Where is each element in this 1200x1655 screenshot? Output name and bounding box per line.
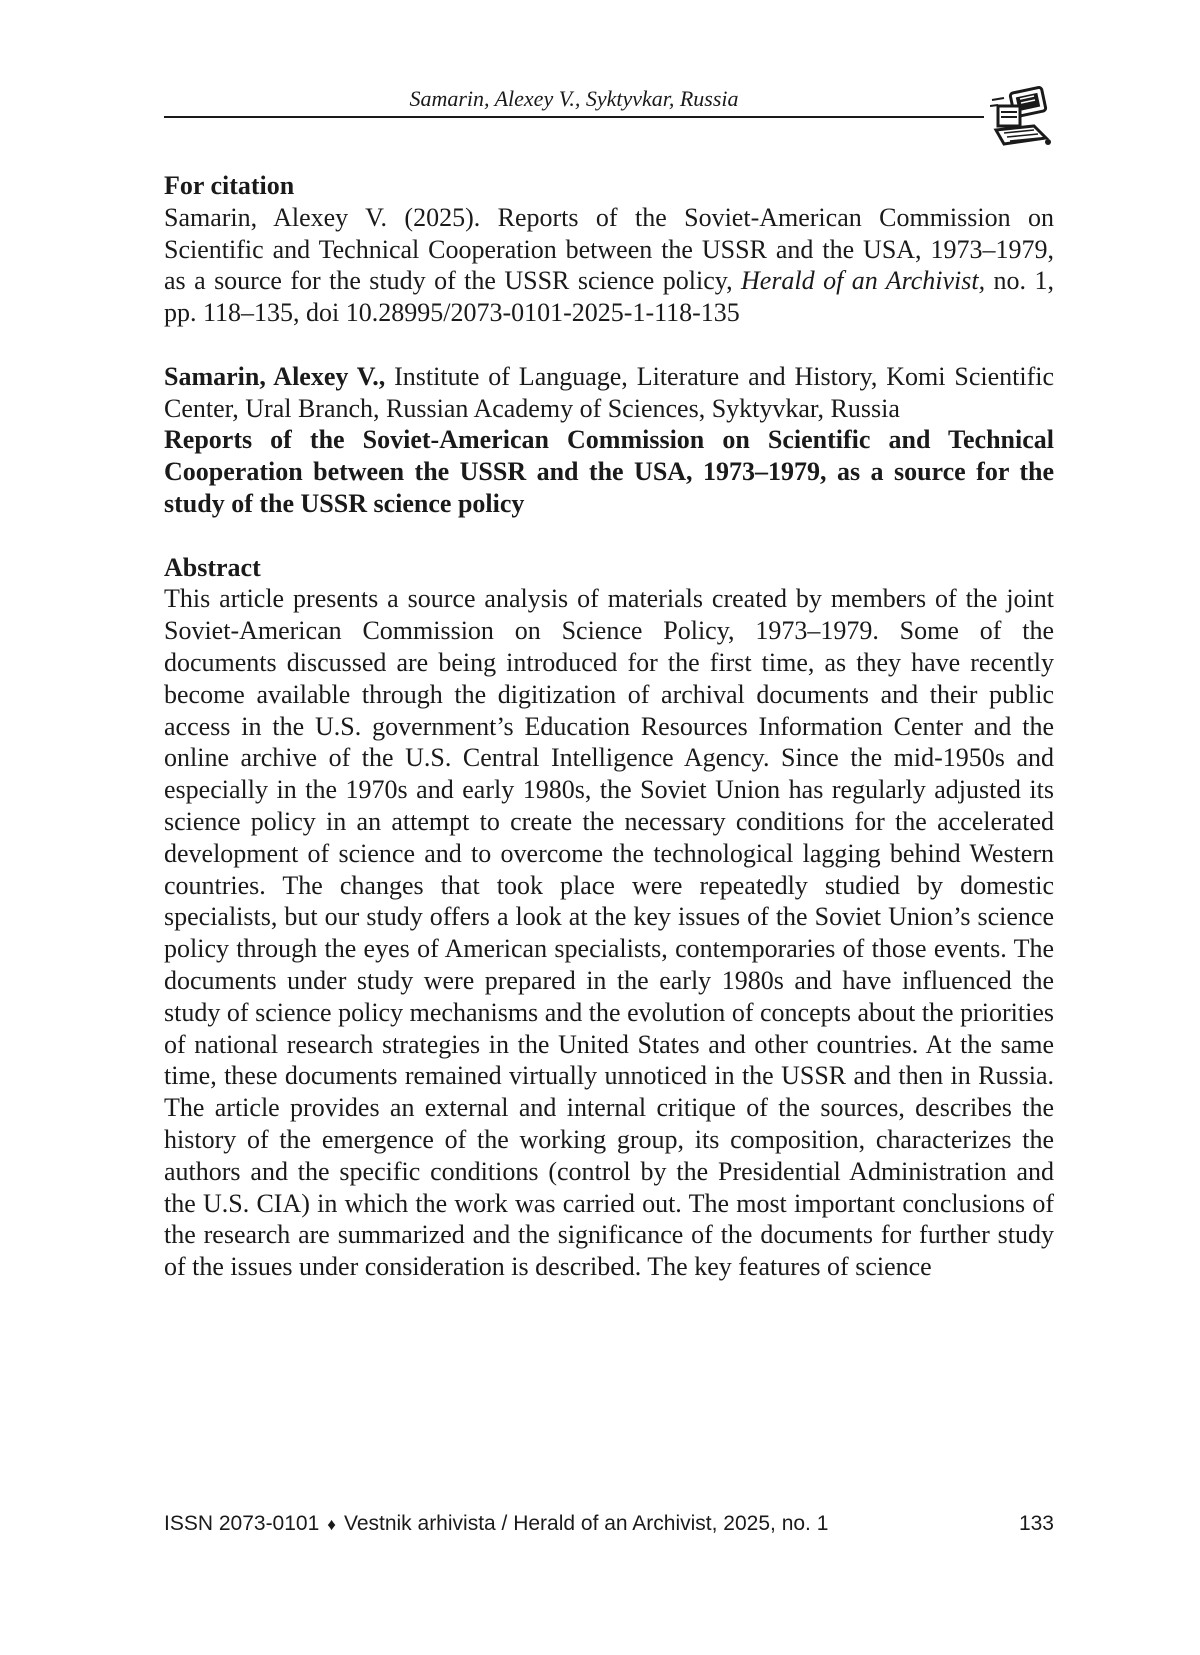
- footer-journal-line: Vestnik arhivista / Herald of an Archivist, 2025, no. 1: [343, 1512, 829, 1535]
- article-title: Reports of the Soviet-American Commission on Scientific and Technical Cooperation between the USSR and the USA, 1973–1979, as a source for the study of the USSR science policy: [164, 425, 1054, 518]
- diamond-separator-icon: ♦: [327, 1515, 336, 1534]
- citation-journal-name: Herald of an Archivist,: [741, 266, 986, 296]
- header-rule: [164, 116, 984, 118]
- citation-text-before: Samarin, Alexey V. (2025). Reports of the Soviet-American Commission on Scientific and Technical Cooperation between the USSR and the USA, 1973–1979, as a source for the study of the USSR science policy,: [164, 202, 1054, 296]
- author-name: Samarin, Alexey V.,: [164, 361, 386, 391]
- author-affiliation: Institute of Language, Literature and History, Komi Scientific Center, Ural Branch, Russian Academy of Sciences, Syktyvkar, Russia: [164, 361, 1054, 423]
- author-block: [164, 361, 1054, 425]
- citation-heading: For citation: [164, 171, 295, 200]
- citation-text-after: no. 1, pp. 118–135, doi 10.28995/2073-0101-2025-1-118-135: [164, 266, 1054, 328]
- computer-icon: [990, 86, 1054, 148]
- footer-issn: ISSN 2073-0101: [164, 1512, 320, 1535]
- spacer: [164, 520, 1054, 552]
- page-number: 133: [1018, 1512, 1054, 1535]
- abstract-text: This article presents a source analysis of materials created by members of the joint Soviet-American Commission on Science Policy, 1973–1979. Some of the documents discussed are being introduced for the first time, as they have recently become available through the digitization of archival documents and their public access in the U.S. government’s Education Resources Information Center and the online archive of the U.S. Central Intelligence Agency. Since the mid-1950s and especially in the 1970s and early 1980s, the Soviet Union has regularly adjusted its science policy in an attempt to create the necessary conditions for the accelerated development of science and to overcome the technological lagging behind Western countries. The changes that took place were repeatedly studied by domestic specialists, but our study offers a look at the key issues of the Soviet Union’s science policy through the eyes of American specialists, contemporaries of those events. The documents under study were prepared in the early 1980s and have influenced the study of science policy mechanisms and the evolution of concepts about the priorities of national research strategies in the United States and other countries. At the same time, these documents remained virtually unnoticed in the USSR and then in Russia. The article provides an external and internal critique of the sources, describes the history of the emergence of the working group, its composition, characterizes the authors and the specific conditions (control by the Presidential Administration and the U.S. CIA) in which the work was carried out. The most important conclusions of the research are summarized and the significance of the documents for further study of the issues under consideration is described. The key features of science: [164, 584, 1054, 1282]
- footer-journal-info: [164, 1510, 828, 1539]
- running-header: Samarin, Alexey V., Syktyvkar, Russia: [409, 86, 739, 111]
- spacer: [164, 329, 1054, 361]
- citation-text: [164, 202, 1054, 329]
- abstract-heading: Abstract: [164, 552, 261, 582]
- main-text-column: [164, 170, 1054, 1283]
